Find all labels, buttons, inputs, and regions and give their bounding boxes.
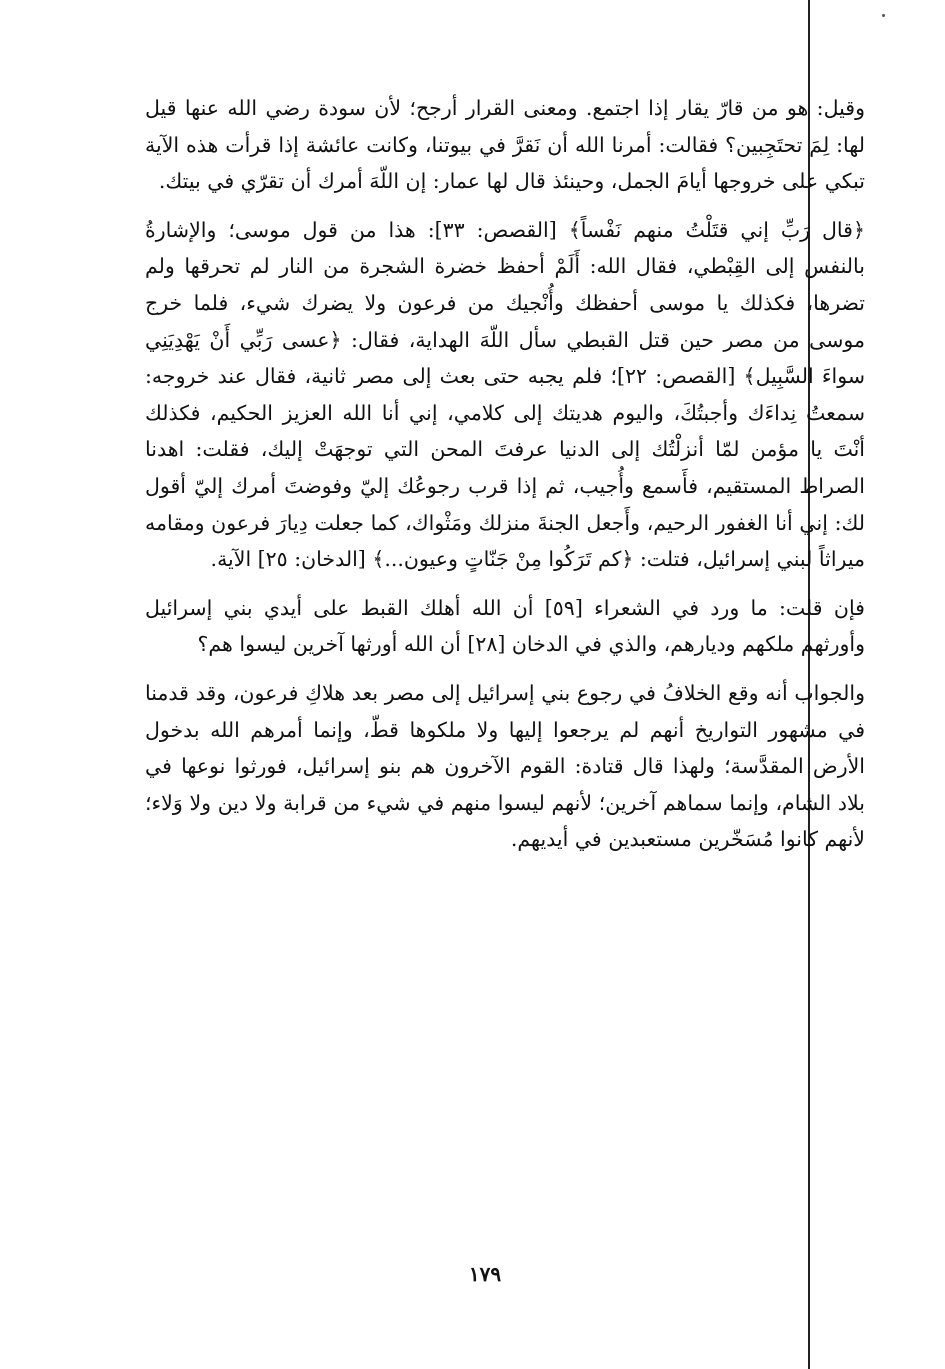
scan-speck: [882, 14, 885, 17]
paragraph-3: فإن قلت: ما ورد في الشعراء [٥٩] أن الله أهلك القبط على أيدي بني إسرائيل وأورثهم ملكهم وديارهم، والذي في الدخان [٢٨] أن الله أورثها آخرين ليسوا هم؟: [145, 595, 865, 657]
body-text: [145, 90, 865, 858]
paragraph-4: والجواب أنه وقع الخلافُ في رجوع بني إسرائيل إلى مصر بعد هلاكِ فرعون، وقد قدمنا في مشهور التواريخ أنهم لم يرجعوا إليها ولا ملكوها قطّ، وإنما أمرهم الله بدخول الأرض المقدَّسة؛ ولهذا قال قتادة: القوم الآخرون هم بنو إسرائيل، فورثوا نوعها في بلاد الشام، وإنما سماهم آخرين؛ لأنهم ليسوا منهم في شيء من قرابة ولا دين ولا وَلاء؛ لأنهم كانوا مُسَخّرين مستعبدين في أيديهم.: [145, 680, 865, 852]
paragraph-2: ﴿قال رَبِّ إني قتَلْتُ منهم نَفْساً﴾ [القصص: ٣٣]: هذا من قول موسى؛ والإشارةُ بالنفس إلى القِبْطي، فقال الله: أَلَمْ أحفظ خضرة الشجرة من النار لم تحرقها ولم تضرها، فكذلك يا موسى أحفظك وأُنْجيك من فرعون ولا يضرك شيء، فلما خرج موسى من مصر حين قتل القبطي سأل اللّهَ الهداية، فقال: ﴿عسى رَبِّي أَنْ يَهْدِيَنِي سواءَ السَّبِيل﴾ [القصص: ٢٢]؛ فلم يجبه حتى بعث إلى مصر ثانية، فقال عند خروجه: سمعتُ نِداءَك وأجبتُكَ، واليوم هديتك إلى كلامي، إني أنا الله العزيز الحكيم، فكذلك أنْتَ يا مؤمن لمّا أنزلْتُك إلى الدنيا عرفتَ المحن التي توجهَتْ إليك، فقلت: اهدنا الصراط المستقيم، فأَسمع وأُجيب، ثم إذا قرب رجوعُك إليّ وفوضتَ أمرك إليّ أقول لك: إني أنا الغفور الرحيم، وأَجعل الجنةَ منزلك ومَثْواك، كما جعلت دِيارَ فرعون ومقامه ميراثاً لبني إسرائيل، فتلت: ﴿كم تَرَكُوا مِنْ جَنّاتٍ وعيون...﴾ [الدخان: ٢٥] الآية.: [145, 217, 865, 572]
page-number: ١٧٩: [468, 1262, 502, 1286]
paragraph-1: وقيل: هو من قارّ يقار إذا اجتمع. ومعنى القرار أرجح؛ لأن سودة رضي الله عنها قيل لها: لِمَ تحتَجِبين؟ فقالت: أمرنا الله أن نَقرَّ في بيوتنا، وكانت عائشة إذا قرأت هذه الآية تبكي على خروجها أيامَ الجمل، وحينئذ قال لها عمار: إن اللّهَ أمرك أن تقرّي في بيتك.: [145, 96, 865, 194]
